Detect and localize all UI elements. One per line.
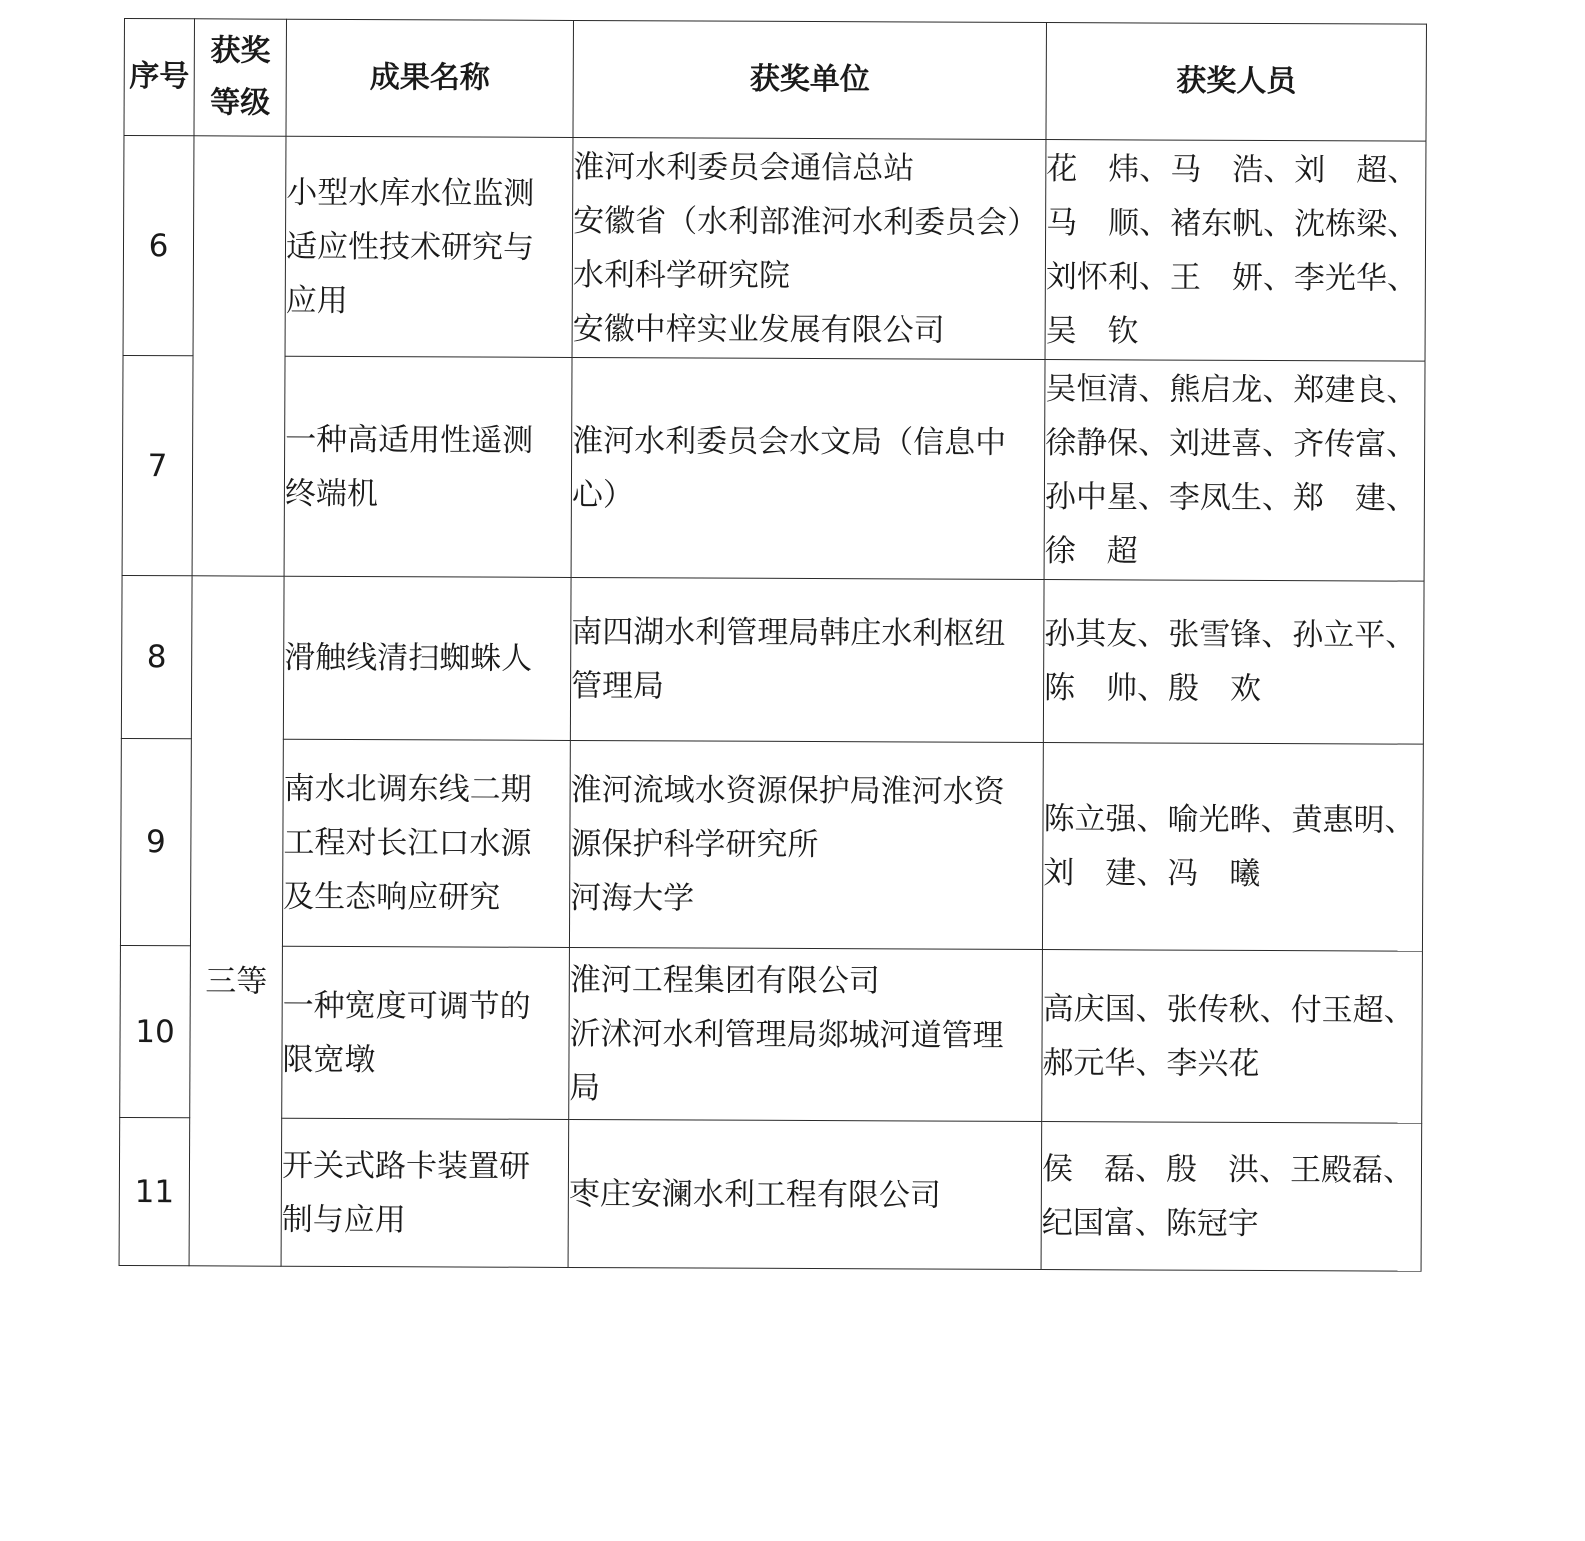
header-achievement: 成果名称: [286, 19, 574, 137]
award-people: [1042, 950, 1423, 1124]
award-people-line: 马 顺、褚东帆、沈栋梁、: [1046, 204, 1419, 243]
award-people-line: 侯 磊、殷 洪、王殿磊、: [1041, 1150, 1415, 1189]
row-number: 7: [122, 355, 193, 575]
award-people-line: 刘怀利、王 妍、李光华、: [1045, 258, 1418, 297]
achievement-name: [284, 356, 572, 577]
achievement-name: [282, 946, 570, 1119]
award-unit: [568, 1119, 1042, 1269]
award-unit: [572, 137, 1046, 359]
achievement-name: [282, 739, 570, 947]
header-grade-line2: 等级: [210, 85, 271, 121]
award-unit-line: 枣庄安澜水利工程有限公司: [568, 1175, 941, 1214]
achievement-name: [283, 576, 571, 740]
award-unit: [569, 740, 1043, 949]
table-row: [120, 945, 1423, 1123]
header-people: 获奖人员: [1046, 23, 1427, 142]
award-people-line: 徐静保、刘进喜、齐传富、: [1045, 424, 1418, 463]
achievement-name-line: 应用: [285, 282, 348, 319]
award-people: [1043, 580, 1424, 745]
awards-table: [119, 18, 1427, 1272]
award-people-line: 郝元华、李兴花: [1042, 1044, 1260, 1082]
award-people-line: 孙中星、李凤生、郑 建、: [1044, 478, 1417, 517]
award-people: [1045, 140, 1426, 362]
achievement-name-line: 制与应用: [281, 1201, 406, 1238]
achievement-name-line: 限宽墩: [282, 1041, 376, 1078]
table-row: [121, 575, 1424, 744]
header-grade-line1: 获奖: [210, 33, 271, 69]
award-unit-line: 淮河水利委员会水文局（信息中: [572, 422, 1007, 461]
award-unit-line: 水利科学研究院: [572, 256, 790, 294]
award-people-line: 徐 超: [1044, 532, 1138, 569]
award-people: [1041, 1122, 1422, 1272]
row-number: 11: [119, 1117, 190, 1265]
award-unit-line: 源保护科学研究所: [570, 825, 819, 864]
award-people-line: 陈 帅、殷 欢: [1044, 670, 1262, 707]
header-grade: [194, 19, 287, 136]
grade-cell-upper: [192, 136, 286, 576]
grade-label: 三等: [205, 962, 268, 1000]
achievement-name-line: 及生态响应研究: [283, 878, 501, 916]
achievement-name: [285, 136, 573, 357]
row-number: 8: [121, 575, 192, 738]
award-unit-line: 局: [569, 1069, 601, 1106]
award-unit-line: 淮河水利委员会通信总站: [573, 148, 915, 186]
award-unit-line: 安徽中梓实业发展有限公司: [572, 310, 945, 349]
table-row: [119, 1117, 1422, 1271]
award-unit: [569, 947, 1043, 1121]
header-unit: 获奖单位: [573, 20, 1047, 139]
award-unit-line: 管理局: [571, 667, 665, 705]
table-row: [120, 738, 1423, 951]
achievement-name-line: 南水北调东线二期: [283, 770, 532, 808]
grade-cell-lower: [189, 576, 284, 1266]
award-people-line: 孙其友、张雪锋、孙立平、: [1044, 616, 1417, 654]
row-number: 6: [123, 136, 194, 356]
award-unit-line: 南四湖水利管理局韩庄水利枢纽: [571, 613, 1006, 652]
achievement-name-line: 一种高适用性遥测: [285, 421, 534, 459]
header-seq: 序号: [124, 19, 195, 136]
award-people: [1044, 360, 1425, 582]
award-unit-line: 心）: [571, 476, 635, 513]
row-number: 9: [120, 738, 191, 945]
award-unit-line: 沂沭河水利管理局郯城河道管理: [569, 1015, 1004, 1054]
award-people-line: 吴恒清、熊启龙、郑建良、: [1045, 370, 1418, 409]
table-header-row: [124, 19, 1426, 142]
award-unit: [570, 577, 1044, 742]
award-people: [1042, 743, 1423, 952]
achievement-name-line: 一种宽度可调节的: [282, 987, 531, 1025]
table-row: [122, 355, 1425, 581]
award-people-line: 花 炜、马 浩、刘 超、: [1046, 150, 1419, 189]
achievement-name-line: 开关式路卡装置研: [281, 1147, 531, 1185]
achievement-name-line: 终端机: [284, 475, 379, 512]
award-people-line: 纪国富、陈冠宇: [1041, 1204, 1259, 1242]
table-row: [123, 136, 1426, 362]
award-people-line: 高庆国、张传秋、付玉超、: [1042, 990, 1415, 1029]
achievement-name-line: 小型水库水位监测: [286, 174, 535, 212]
award-unit: [571, 357, 1045, 579]
award-unit-line: 淮河工程集团有限公司: [569, 961, 880, 999]
award-unit-line: 淮河流域水资源保护局淮河水资: [570, 771, 1005, 810]
award-people-line: 吴 钦: [1045, 312, 1139, 349]
achievement-name: [281, 1118, 569, 1267]
achievement-name-line: 滑触线清扫蜘蛛人: [284, 639, 533, 677]
award-unit-line: 河海大学: [570, 879, 695, 917]
award-people-line: 刘 建、冯 曦: [1043, 855, 1261, 892]
row-number: 10: [120, 945, 191, 1117]
achievement-name-line: 工程对长江口水源: [283, 824, 532, 862]
achievement-name-line: 适应性技术研究与: [285, 228, 535, 266]
award-unit-line: 安徽省（水利部淮河水利委员会）: [573, 202, 1039, 241]
award-people-line: 陈立强、喻光晔、黄惠明、: [1043, 801, 1416, 839]
